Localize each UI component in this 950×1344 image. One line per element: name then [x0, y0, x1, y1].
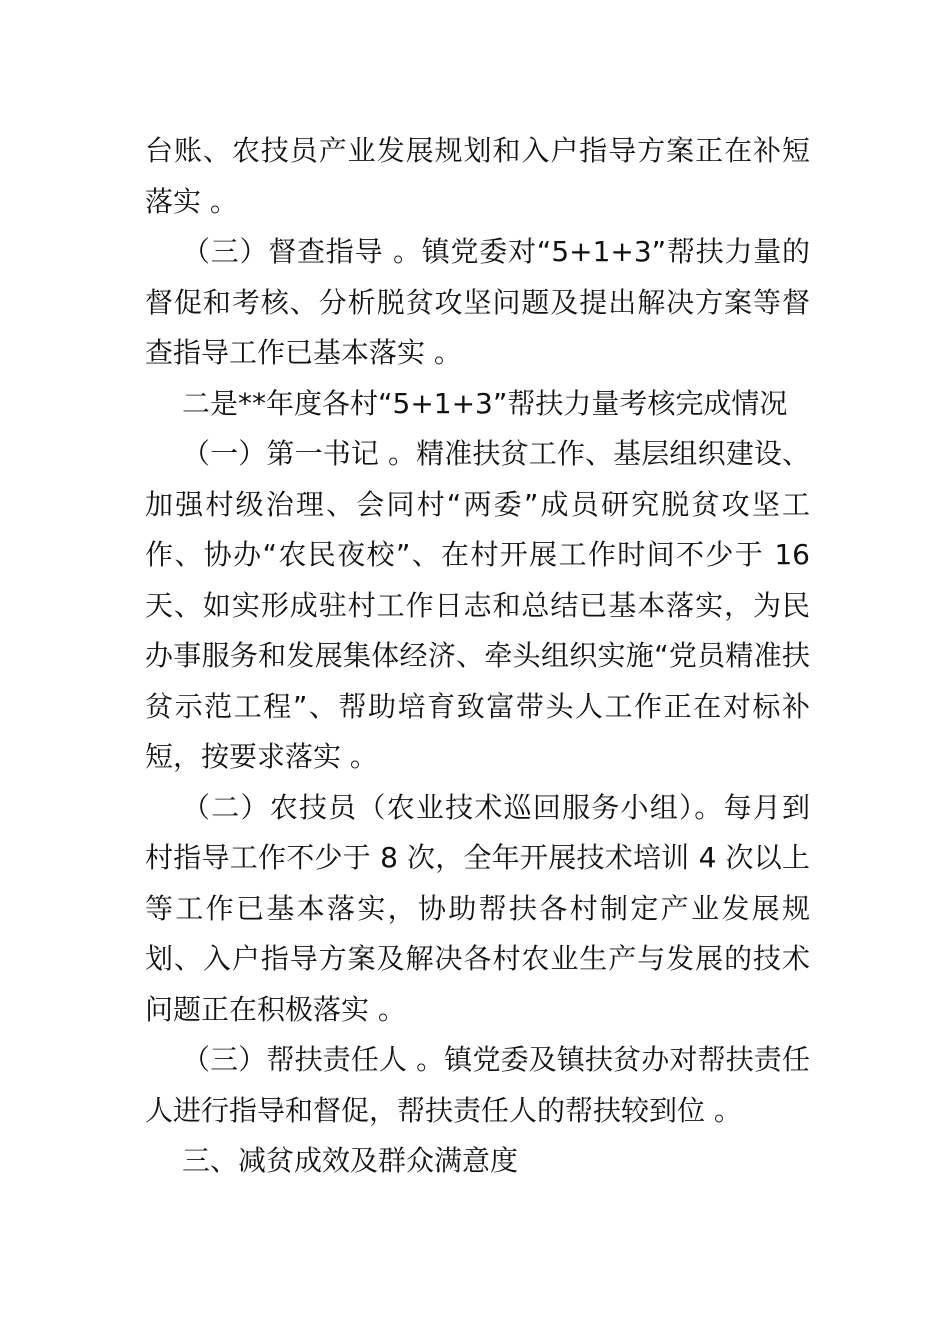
paragraph-continuation: 台账、农技员产业发展规划和入户指导方案正在补短落实 。	[145, 134, 810, 218]
paragraph-heading-results: 三、减贫成效及群众满意度	[182, 1144, 519, 1177]
paragraph-agri-technician: （二）农技员（农业技术巡回服务小组）。每月到村指导工作不少于 8 次，全年开展技术培训 4 次以上等工作已基本落实，协助帮扶各村制定产业发展规划、入户指导方案及解决各村农业生产与发展的技术问题正在积极落实 。	[145, 790, 810, 1026]
document-body	[145, 126, 810, 1187]
paragraph-first-secretary: （一）第一书记 。精准扶贫工作、基层组织建设、加强村级治理、会同村“两委”成员研究脱贫攻坚工作、协办“农民夜校”、在村开展工作时间不少于 16 天、如实形成驻村工作日志和总结已基本落实，为民办事服务和发展集体经济、牵头组织实施“党员精准扶贫示范工程”、帮助培育致富带头人工作正在对标补短，按要求落实 。	[145, 437, 810, 773]
paragraph-supervision: （三）督查指导 。镇党委对“5+1+3”帮扶力量的督促和考核、分析脱贫攻坚问题及提出解决方案等督查指导工作已基本落实 。	[145, 235, 810, 369]
paragraph-responsible-person: （三）帮扶责任人 。镇党委及镇扶贫办对帮扶责任人进行指导和督促，帮扶责任人的帮扶较到位 。	[145, 1043, 810, 1127]
paragraph-heading-assessment: 二是**年度各村“5+1+3”帮扶力量考核完成情况	[182, 386, 788, 420]
